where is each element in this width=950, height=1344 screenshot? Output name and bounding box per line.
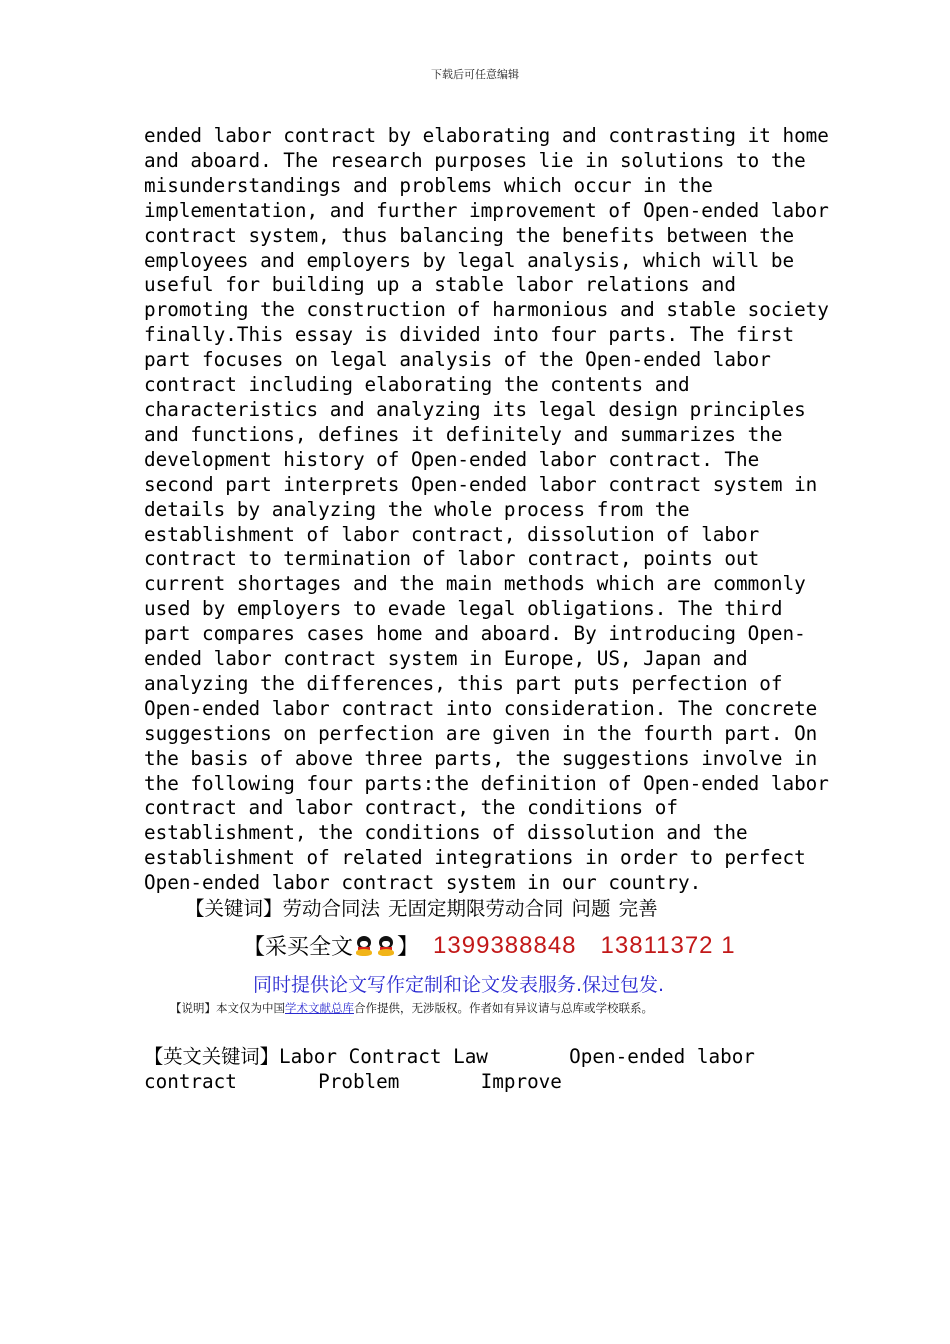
abstract-line: establishment, the conditions of dissolution and the [144, 821, 748, 845]
abstract-line: and functions, defines it definitely and summarizes the [144, 422, 783, 446]
english-keywords-line-1: Labor Contract Law Open-ended labor [278, 1045, 755, 1068]
abstract-line: second part interprets Open-ended labor contract system in [144, 472, 818, 496]
english-keywords [144, 1045, 812, 1095]
abstract-line: establishment of labor contract, dissolution of labor [144, 522, 760, 546]
abstract-line: contract system, thus balancing the benefits between the [144, 223, 795, 247]
abstract-line: and aboard. The research purposes lie in solutions to the [144, 148, 806, 172]
abstract-line: useful for building up a stable labor relations and [144, 273, 737, 297]
phone-number-1: 1399388848 [433, 931, 577, 959]
abstract-line: characteristics and analyzing its legal design principles [144, 397, 806, 421]
abstract-line: development history of Open-ended labor contract. The [144, 447, 760, 471]
abstract-line: contract and labor contract, the conditions of [144, 796, 678, 820]
chinese-keyword: 完善 [618, 897, 658, 920]
abstract-line: employees and employers by legal analysis, which will be [144, 248, 795, 272]
abstract-line: establishment of related integrations in order to perfect [144, 846, 806, 870]
abstract-line: misunderstandings and problems which occur in the [144, 173, 713, 197]
chinese-keyword: 无固定期限劳动合同 [388, 897, 564, 920]
chinese-keywords-label: 【关键词】 [185, 897, 283, 920]
abstract-line: suggestions on perfection are given in the fourth part. On [144, 721, 818, 745]
abstract-line: part focuses on legal analysis of the Open-ended labor [144, 348, 771, 372]
chinese-keyword: 劳动合同法 [282, 897, 381, 920]
contact-phones [433, 932, 736, 960]
notice-prefix: 【说明】本文仅为中国 [170, 1001, 285, 1015]
abstract-line: current shortages and the main methods which are commonly [144, 572, 806, 596]
english-keywords-label: 【英文关键词】 [144, 1045, 279, 1068]
service-statement: 同时提供论文写作定制和论文发表服务.保过包发. [253, 974, 665, 996]
abstract-line: implementation, and further improvement of Open-ended labor [144, 198, 829, 222]
abstract-line: part compares cases home and aboard. By introducing Open- [144, 622, 806, 646]
abstract-line: analyzing the differences, this part puts perfection of [144, 671, 783, 695]
qq-penguin-icon[interactable] [355, 936, 373, 956]
abstract-line: ended labor contract system in Europe, US, Japan and [144, 647, 748, 671]
purchase-open-bracket: 【 [243, 935, 266, 960]
phone-number-2: 13811372 1 [600, 931, 736, 959]
abstract-line: the following four parts:the definition of Open-ended labor [144, 771, 829, 795]
abstract-line: finally.This essay is divided into four parts. The first [144, 323, 795, 347]
qq-penguin-icon[interactable] [377, 936, 395, 956]
chinese-keyword: 问题 [571, 897, 611, 920]
abstract-line: the basis of above three parts, the suggestions involve in [144, 746, 818, 770]
copyright-notice [170, 1000, 653, 1016]
purchase-line [243, 930, 736, 961]
page-header-note: 下载后可任意编辑 [431, 68, 519, 81]
abstract-line: contract including elaborating the contents and [144, 373, 690, 397]
abstract-line: Open-ended labor contract system in our country. [144, 871, 702, 895]
purchase-close-bracket: 】 [397, 935, 420, 960]
abstract-body [144, 124, 829, 896]
abstract-line: details by analyzing the whole process from the [144, 497, 690, 521]
english-keywords-line-2: contract Problem Improve [144, 1069, 562, 1093]
notice-suffix: 合作提供，无涉版权。作者如有异议请与总库或学校联系。 [354, 1001, 653, 1015]
database-link[interactable]: 学术文献总库 [285, 1001, 354, 1015]
abstract-line: promoting the construction of harmonious and stable society [144, 298, 829, 322]
chinese-keywords [185, 893, 666, 921]
abstract-line: contract to termination of labor contract, points out [144, 547, 760, 571]
abstract-line: ended labor contract by elaborating and contrasting it home [144, 124, 829, 147]
abstract-line: Open-ended labor contract into consideration. The concrete [144, 696, 818, 720]
abstract-line: used by employers to evade legal obligations. The third [144, 597, 783, 621]
purchase-label: 采买全文 [265, 935, 354, 960]
